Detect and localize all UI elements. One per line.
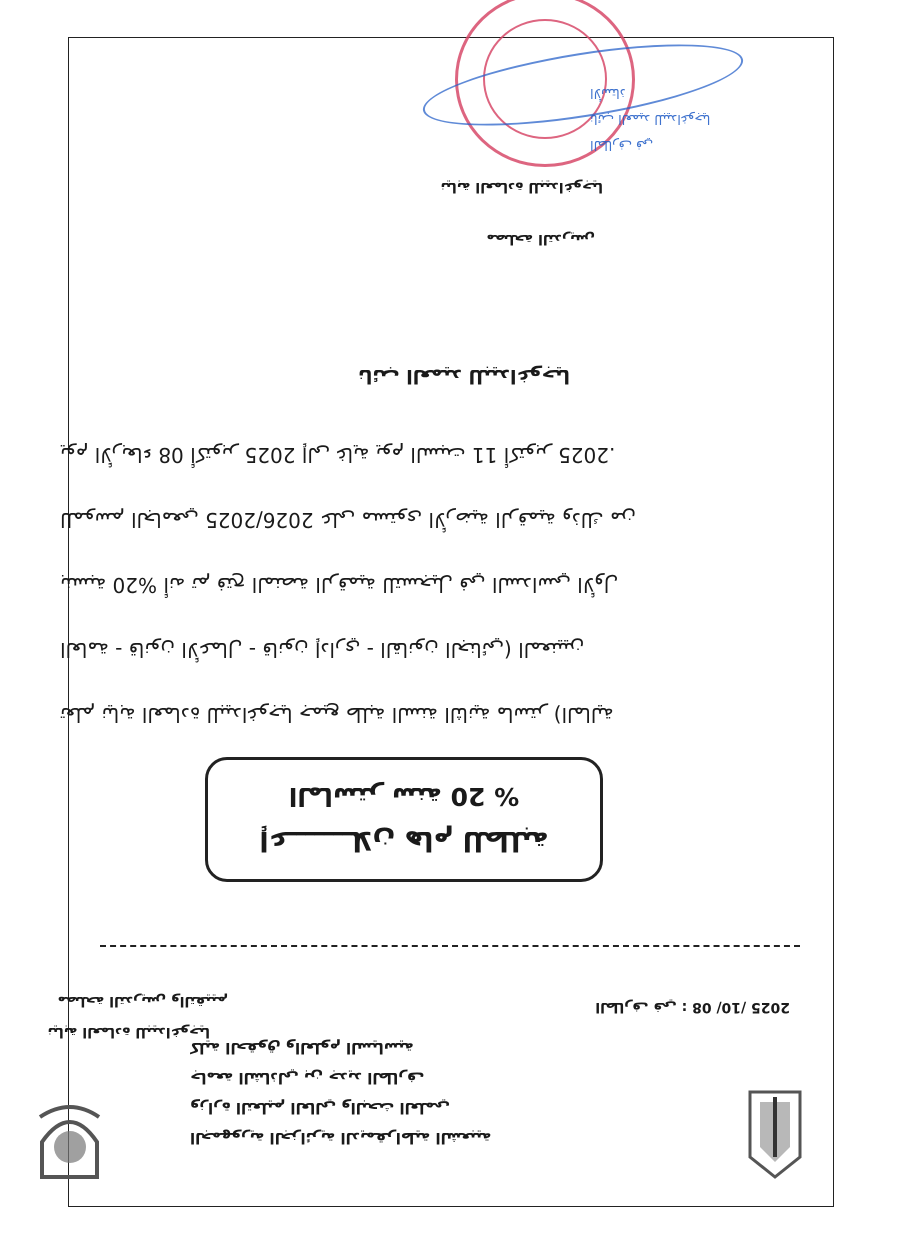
body-line-4: للموسم الجامعي 2026/2025 على مستوى الأرضية الرقمية وذلك من [60,508,636,532]
body-line-1: تعلم نيابة العمادة للبيداغوجيا جميع طلبة السنة الثانية ماستر (المالية [60,703,614,727]
date-line [595,999,790,1015]
date-label: الطارف في : [595,999,688,1015]
header-republic-line: الجمهورية الجزائرية الديمقراطية الشعبية [190,1129,492,1147]
date-value: 2025 /10/ 08 [692,999,790,1015]
blue-stamp-line: الأستاذ [590,85,626,100]
header-faculty-line: كلية الحقوق والعلوم السياسية [190,1039,414,1057]
announcement-box [205,757,603,882]
announcement-title: إعـــــــلان هام للطلبة [259,825,549,857]
signature-office: مصلحة التدريس [486,231,595,247]
blue-stamp-line: الطارف في [590,137,654,152]
announcement-subtitle: الماستر سنة 20 % [288,782,520,812]
university-logo-icon [740,1082,810,1182]
faculty-logo-icon [32,1097,107,1187]
signature-directorate: نيابة العمادة للبيداغوجيا [440,179,603,195]
header-directorate: نيابة العمادة للبيداغوجيا [47,1024,210,1040]
header-office: مصلحة التدريس والتقييم [57,993,228,1009]
dashed-divider [100,945,800,947]
blue-stamp-text [590,79,800,157]
body-line-5: يوم الأربعاء 08 أكتوبر 2025 إلى غاية يوم السبت 11 أكتوبر 2025. [60,443,616,467]
signature-title: نائب العميد للبيداغوجيا [358,365,570,387]
header-ministry-line: وزارة التعليم العالي والبحث العلمي [190,1099,451,1117]
body-line-3: بنسبة 20% أنه تم فتح المنصة الرقمية للتسجيل في السداسي الأول [60,573,619,597]
blue-stamp-line: نائب العميد للبيداغوجيا [590,111,711,126]
header-university-line: جامعة الشاذلي بن جديد الطارف [190,1069,425,1087]
body-line-2: العامة - قانون الأعمال - قانون إداري - القانون الجنائي) المعنيين [60,638,585,662]
